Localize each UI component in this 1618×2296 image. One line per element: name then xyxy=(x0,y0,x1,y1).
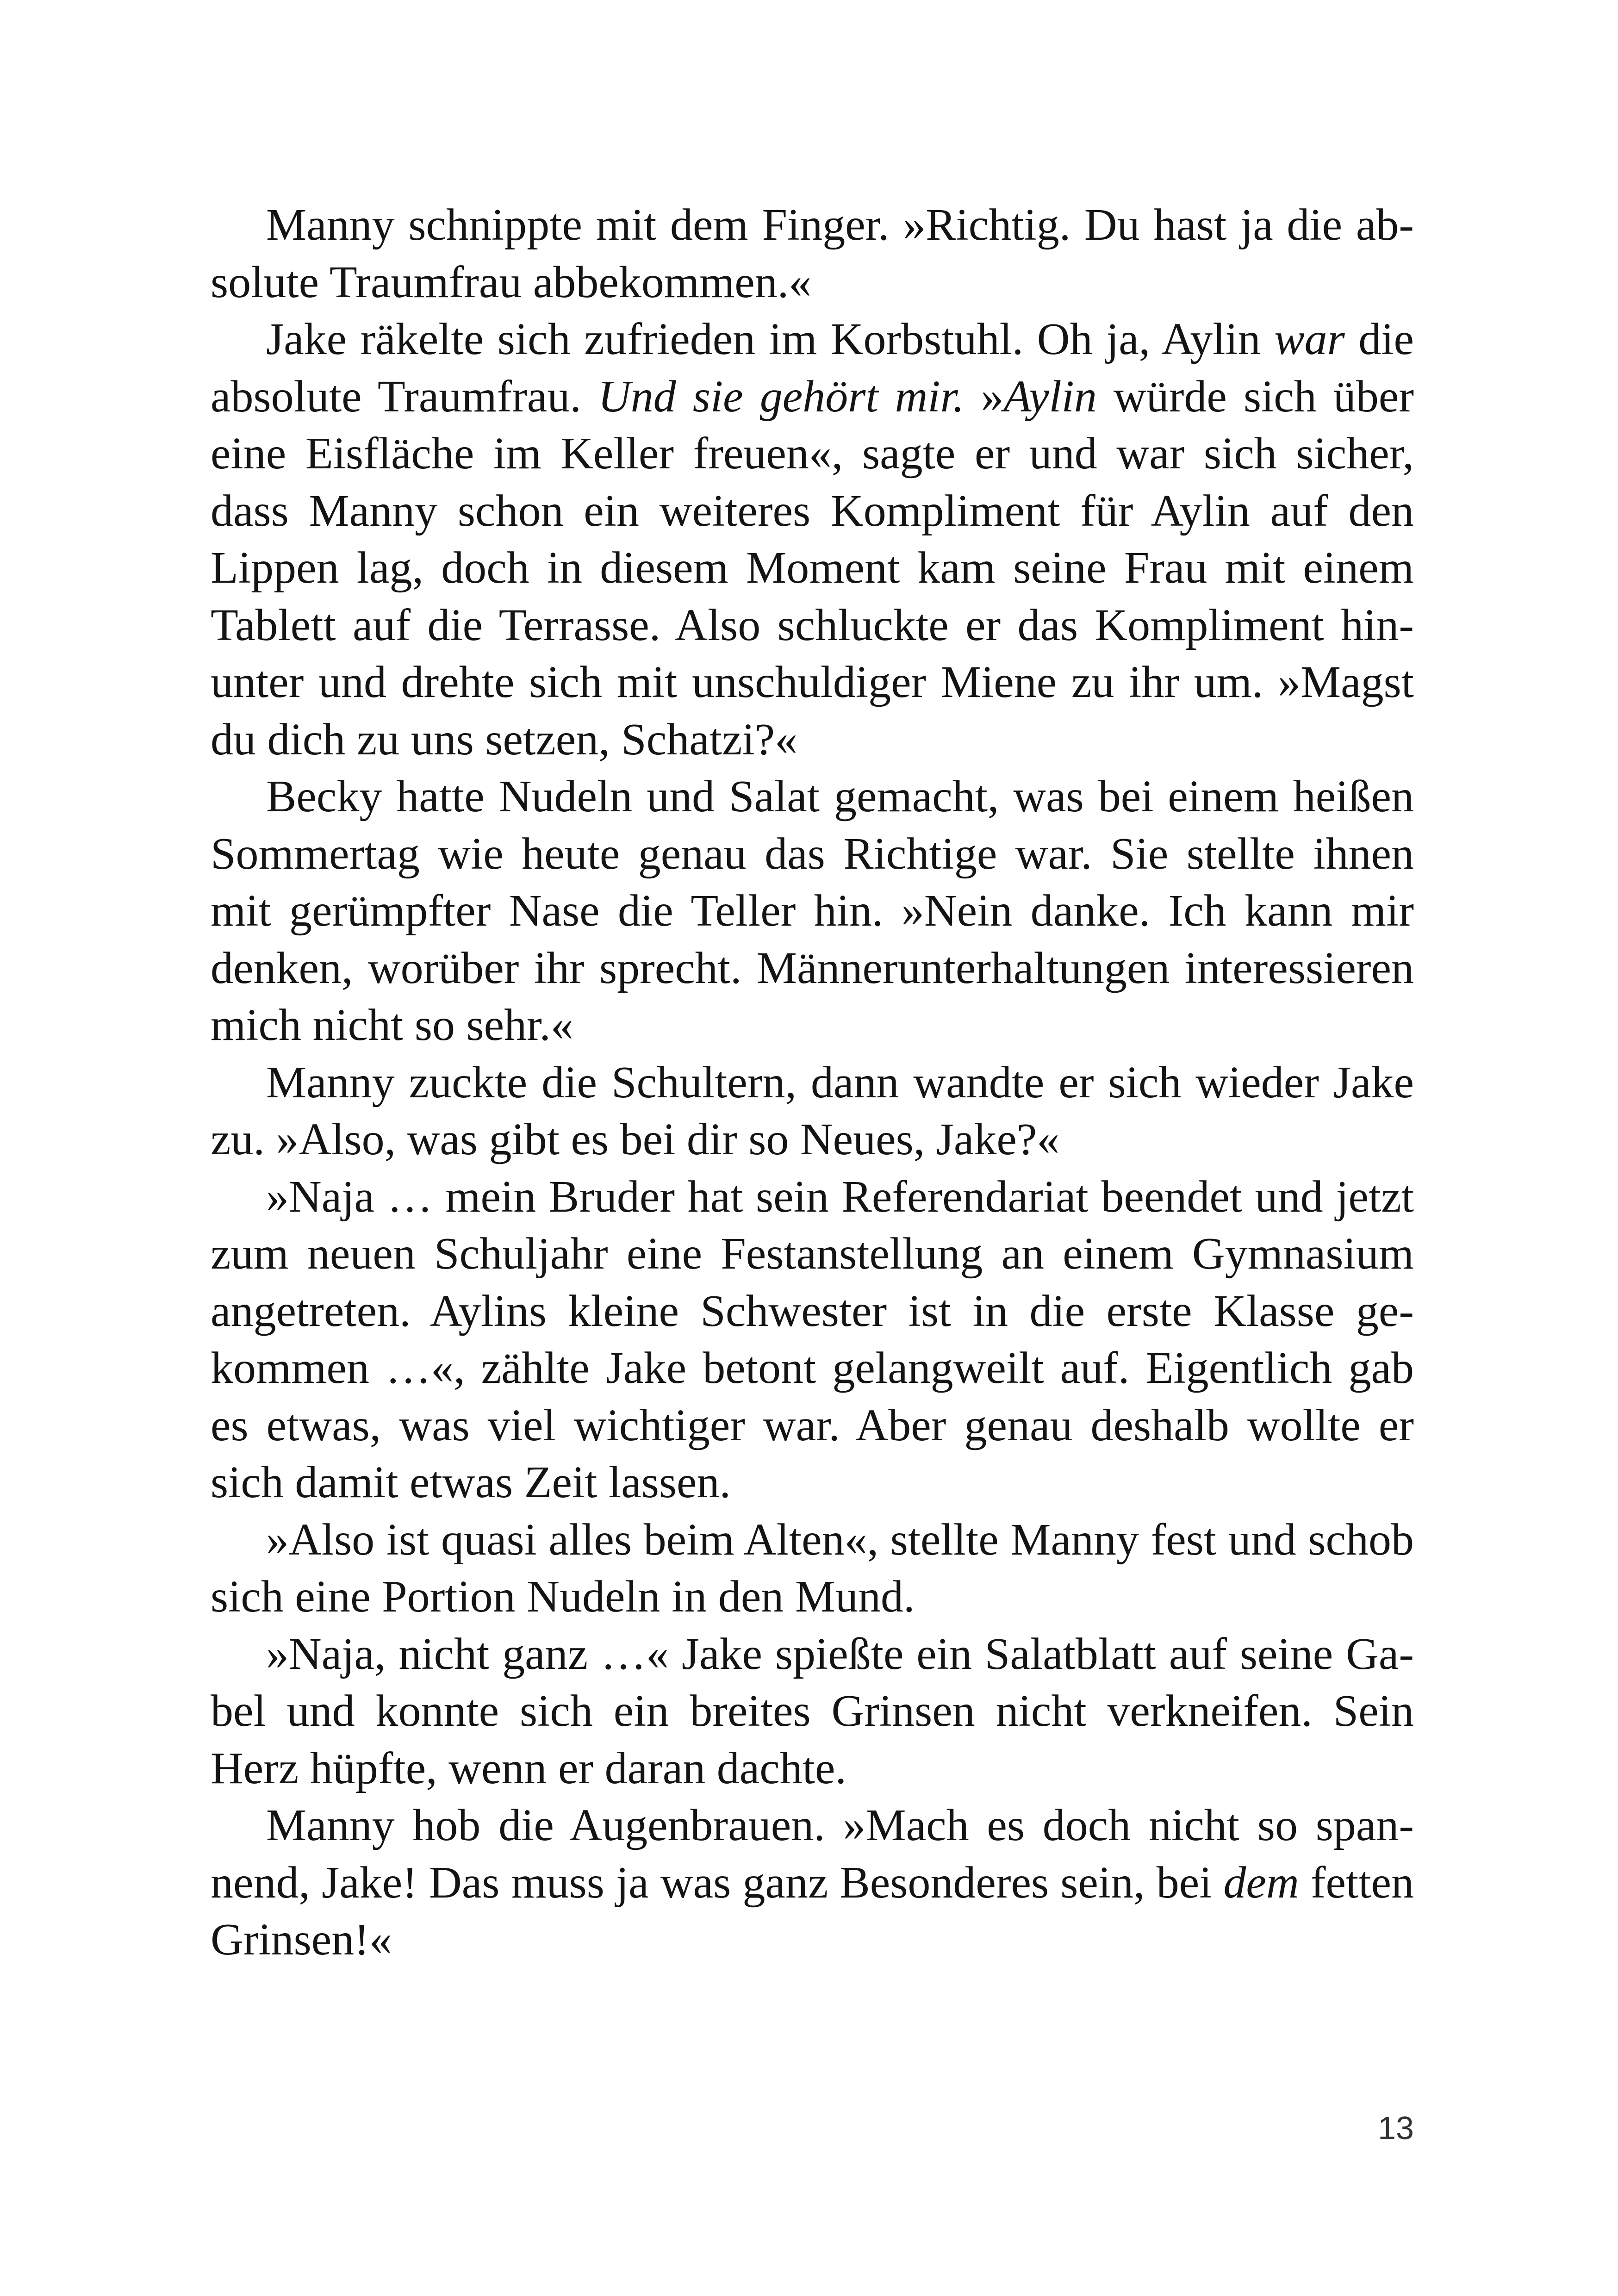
text-run: Manny schnippte mit dem Finger. »Richtig. Du hast ja die absolute Traumfrau abbekommen.« xyxy=(211,200,1414,307)
paragraph xyxy=(211,197,1414,311)
text-run: fetten Grinsen!« xyxy=(211,1857,1414,1965)
italic-text: war xyxy=(1274,314,1345,364)
text-run: die absolute Traumfrau. xyxy=(211,314,1414,422)
paragraph xyxy=(211,311,1414,768)
text-run: Manny zuckte die Schultern, dann wandte er sich wieder Jake zu. »Also, was gibt es bei dir so Neues, Jake?« xyxy=(211,1057,1414,1164)
page-number: 13 xyxy=(1378,2110,1414,2146)
italic-text: dem xyxy=(1223,1857,1299,1908)
text-run: »Naja … mein Bruder hat sein Referendariat beendet und jetzt zum neuen Schuljahr eine Festanstellung an einem Gymnasium angetreten. Aylins kleine Schwester ist in die erste Klasse gekommen …«, zählte Jake betont gelangweilt auf. Eigentlich gab es etwas, was viel wichtiger war. Aber genau deshalb wollte er sich damit etwas Zeit lassen. xyxy=(211,1171,1414,1507)
paragraph xyxy=(211,1054,1414,1169)
italic-text: Aylin xyxy=(1003,371,1097,422)
paragraph xyxy=(211,1626,1414,1798)
italic-text: Und sie gehört mir. xyxy=(597,371,965,422)
body-text xyxy=(211,197,1414,1969)
paragraph xyxy=(211,768,1414,1054)
text-run: Becky hatte Nudeln und Salat gemacht, was bei einem heißen Sommertag wie heute genau das Richtige war. Sie stellte ihnen mit gerümpfter Nase die Teller hin. »Nein danke. Ich kann mir denken, worüber ihr sprecht. Männerunterhaltungen interessieren mich nicht so sehr.« xyxy=(211,772,1414,1050)
text-run: Jake räkelte sich zufrieden im Korbstuhl. Oh ja, Aylin xyxy=(266,314,1275,364)
text-run: » xyxy=(964,371,1004,422)
paragraph xyxy=(211,1512,1414,1626)
paragraph xyxy=(211,1797,1414,1969)
text-run: würde sich über eine Eisfläche im Keller freuen«, sagte er und war sich sicher, dass Manny schon ein weiteres Kompliment für Aylin auf den Lippen lag, doch in diesem Moment kam seine Frau mit einem Tablett auf die Terrasse. Also schluckte er das Kompliment hinunter und drehte sich mit unschuldiger Miene zu ihr um. »Magst du dich zu uns setzen, Schatzi?« xyxy=(211,371,1414,765)
text-run: »Also ist quasi alles beim Alten«, stellte Manny fest und schob sich eine Portion Nudeln in den Mund. xyxy=(211,1514,1414,1622)
text-run: Manny hob die Augenbrauen. »Mach es doch nicht so spannend, Jake! Das muss ja was ganz Besonderes sein, bei xyxy=(211,1800,1414,1908)
paragraph xyxy=(211,1169,1414,1512)
text-run: »Naja, nicht ganz …« Jake spießte ein Salatblatt auf seine Gabel und konnte sich ein breites Grinsen nicht verkneifen. Sein Herz hüpfte, wenn er daran dachte. xyxy=(211,1629,1414,1793)
